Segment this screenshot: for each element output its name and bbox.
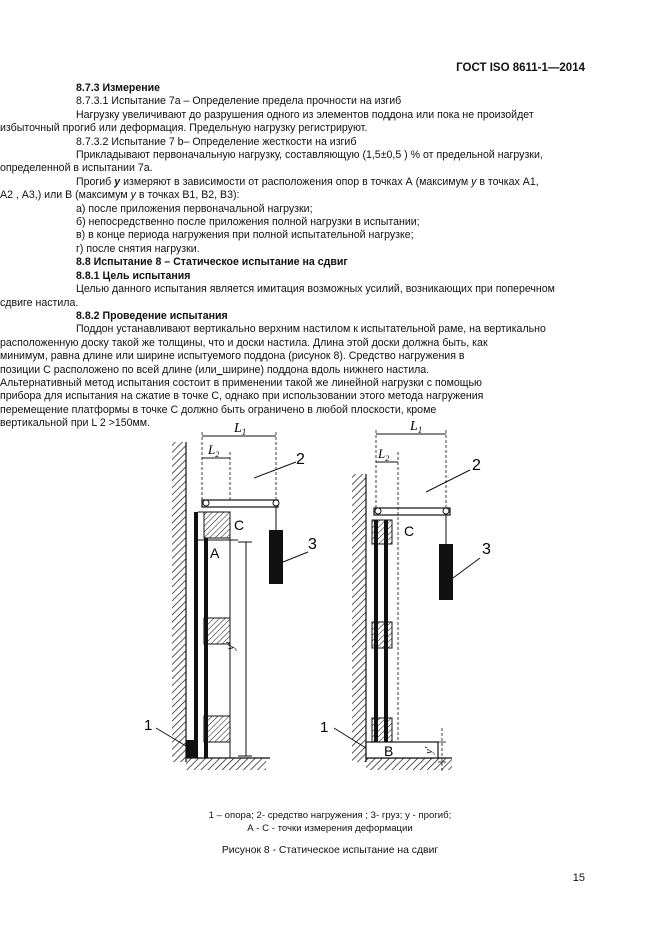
point-b: B: [384, 743, 394, 759]
pallet-block: [204, 618, 230, 644]
paragraph-deflection: Прогиб y измеряют в зависимости от расположения опор в точках А (максимум y в точках А1,: [76, 175, 539, 188]
dim-l1: $L_1$: [410, 419, 423, 435]
point-a: A: [210, 545, 220, 561]
paragraph: минимум, равна длине или ширине испытуемого поддона (рисунок 8). Средство нагружения в: [0, 350, 465, 363]
standard-header: ГОСТ ISO 8611-1—2014: [456, 62, 585, 74]
pallet-block: [372, 622, 392, 648]
right-diagram: [320, 419, 491, 772]
label-1: 1: [144, 717, 153, 734]
dim-l1: $L_1$: [234, 421, 247, 437]
pallet-deck: [194, 512, 198, 758]
loading-device: [374, 508, 450, 515]
list-item: б) непосредственно после приложения полной нагрузки в испытании;: [76, 216, 420, 229]
paragraph: Прикладывают первоначальную нагрузку, составляющую (1,5±0,5 ) % от предельной нагрузки,: [76, 149, 543, 162]
subsection-title: 8.7.3.1 Испытание 7а – Определение предела прочности на изгиб: [76, 95, 402, 108]
support: [186, 740, 194, 758]
subsection-title: 8.7.3.2 Испытание 7 b– Определение жесткости на изгиб: [76, 135, 357, 148]
paragraph-deflection: А2 , А3,) или В (максимум y в точках В1, В2, В3):: [0, 189, 240, 202]
paragraph: Альтернативный метод испытания состоит в применении такой же линейной нагрузки с помощью: [0, 376, 482, 389]
label-3: 3: [482, 541, 491, 558]
label-3: 3: [308, 536, 317, 553]
document-body: [0, 82, 585, 431]
point-c: C: [234, 517, 245, 533]
figure-caption: Рисунок 8 - Статическое испытание на сдвиг: [221, 845, 439, 856]
paragraph: Целью данного испытания является имитация возможных усилий, возникающих при поперечном: [76, 283, 555, 296]
loading-device: [202, 500, 278, 507]
paragraph: определенной в испытании 7а.: [0, 162, 153, 175]
point-c: C: [404, 523, 415, 539]
pallet-block: [372, 718, 392, 742]
section-title: 8.7.3 Измерение: [76, 82, 161, 94]
left-diagram: [144, 421, 317, 770]
list-item: в) в конце периода нагружения при полной испытательной нагрузке;: [76, 229, 414, 242]
ground: [366, 758, 452, 770]
deflection-label: y': [223, 642, 237, 650]
wall: [352, 474, 366, 762]
dim-l2: $L_2$: [208, 442, 220, 459]
paragraph: перемещение платформы в точке С должно быть ограничено в любой плоскости, кроме: [0, 403, 437, 416]
paragraph: сдвиге настила.: [0, 296, 79, 309]
list-item: а) после приложения первоначальной нагрузки;: [76, 202, 313, 215]
dim-l2: $L_2$: [378, 446, 390, 463]
paragraph: избыточный прогиб или деформация. Предельную нагрузку регистрируют.: [0, 122, 368, 135]
list-item: г) после снятия нагрузки.: [76, 242, 200, 255]
paragraph: вертикальной при L 2 >150мм.: [0, 417, 151, 430]
wall: [172, 442, 186, 762]
pallet-block: [372, 520, 392, 544]
weight: [269, 530, 283, 584]
paragraph: прибора для испытания на сжатие в точке С, однако при использовании этого метода нагружения: [0, 390, 484, 403]
label-2: 2: [472, 457, 481, 474]
shear-test-figure: [120, 412, 520, 792]
subsection-title: 8.8.1 Цель испытания: [76, 269, 191, 282]
section-title: 8.8 Испытание 8 – Статическое испытание на сдвиг: [76, 256, 348, 269]
page-number: 15: [572, 872, 585, 884]
pallet-block: [204, 512, 230, 538]
label-2: 2: [296, 451, 305, 468]
paragraph: Поддон устанавливают вертикально верхним настилом к испытательной раме, на вертикально: [76, 323, 546, 336]
figure-legend: 1 – опора; 2- средство нагружения ; 3- груз; y - прогиб; А - С - точки измерения деформации: [208, 810, 452, 834]
paragraph: позиции С расположено по всей длине (или_ширине) поддона вдоль нижнего настила.: [0, 363, 430, 376]
paragraph: расположенную доску такой же толщины, что и доски настила. Длина этой доски должна быть, как: [0, 336, 488, 349]
deflection-label: y': [423, 746, 435, 754]
pallet-block: [204, 716, 230, 742]
paragraph: Нагрузку увеличивают до разрушения одного из элементов поддона или пока не произойдет: [76, 108, 534, 121]
weight: [439, 544, 453, 600]
ground: [186, 758, 266, 770]
subsection-title: 8.8.2 Проведение испытания: [76, 309, 228, 322]
label-1: 1: [320, 719, 329, 736]
